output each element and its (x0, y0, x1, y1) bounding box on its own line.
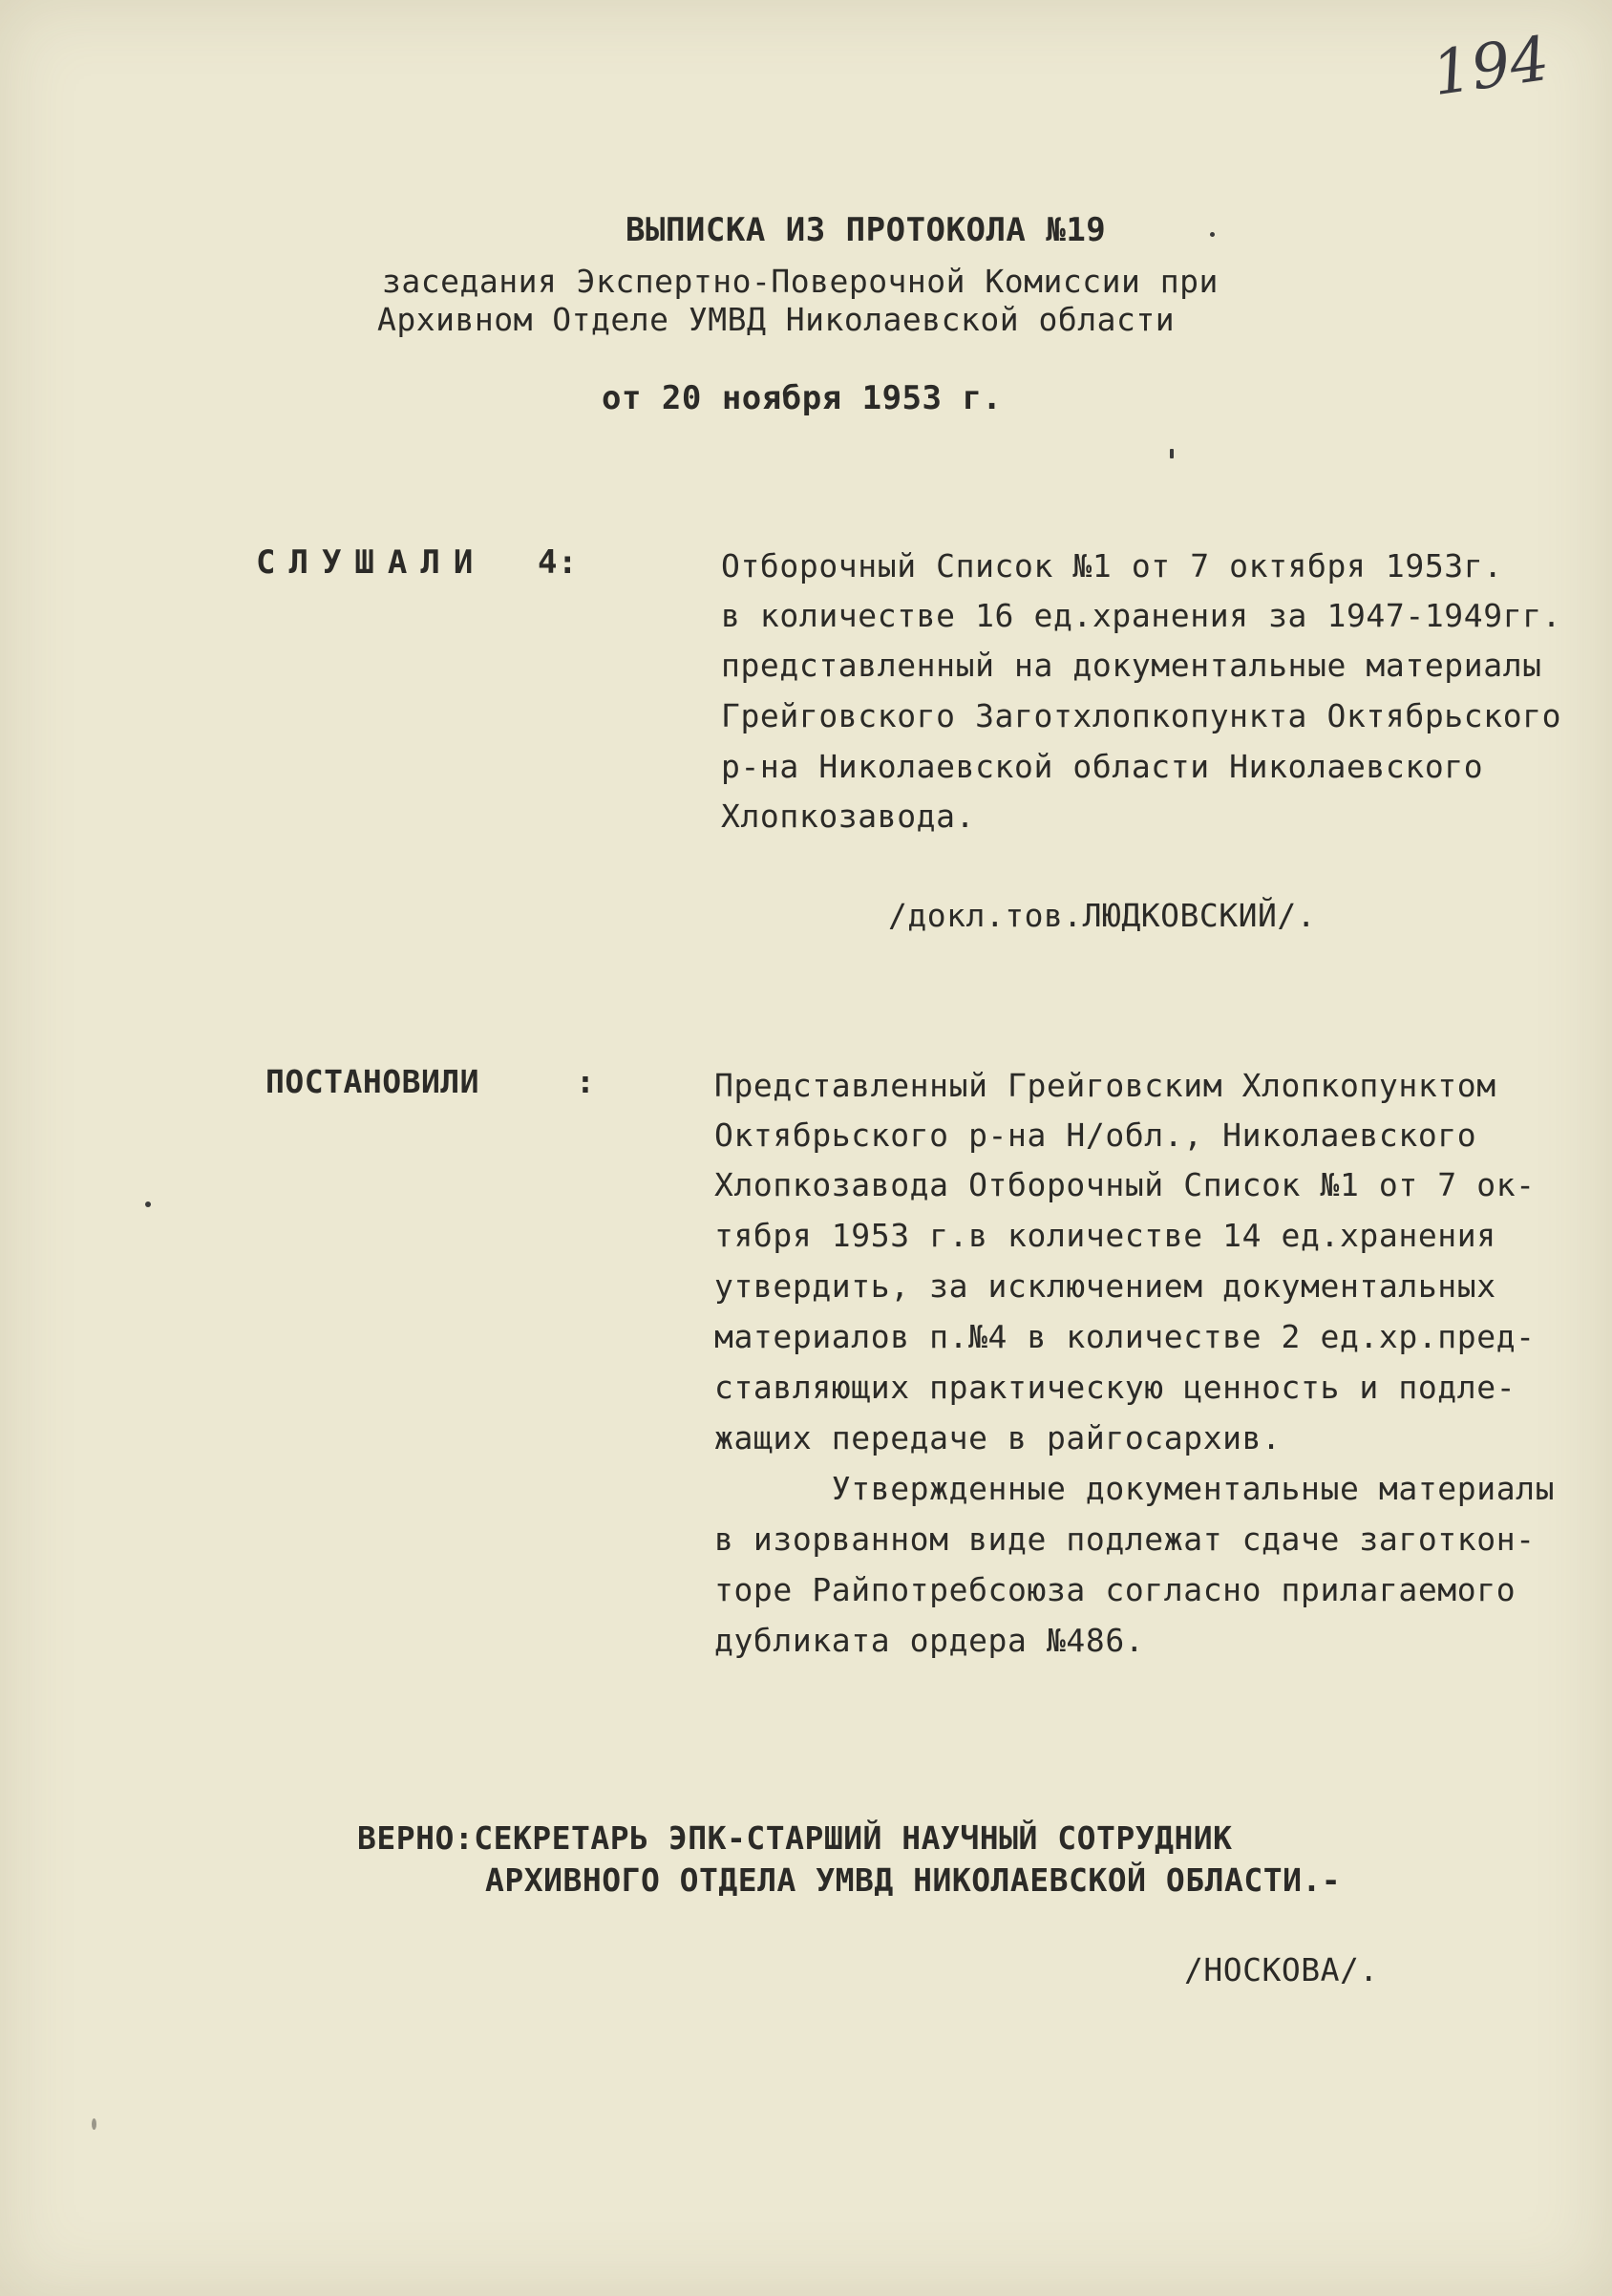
resolved-line: торе Райпотребсоюза согласно прилагаемого (714, 1571, 1517, 1608)
handwritten-page-number: 194 (1428, 23, 1554, 111)
resolved-line: жащих передаче в райгосархив. (714, 1419, 1282, 1456)
heard-line: р-на Николаевской области Николаевского (721, 748, 1484, 785)
resolved-line: Октябрьского р-на Н/обл., Николаевского (714, 1116, 1477, 1154)
heard-line: Грейговского Заготхлопкопункта Октябрьского (721, 697, 1562, 734)
signature-line1: ВЕРНО:СЕКРЕТАРЬ ЭПК-СТАРШИЙ НАУЧНЫЙ СОТРУДНИК (357, 1819, 1233, 1857)
resolved-line: тября 1953 г.в количестве 14 ед.хранения (714, 1217, 1496, 1254)
resolved-colon: : (576, 1063, 596, 1100)
heard-label: СЛУШАЛИ (256, 543, 487, 582)
resolved-line: Утвержденные документальные материалы (714, 1470, 1556, 1507)
heard-line: Отборочный Список №1 от 7 октября 1953г. (721, 547, 1503, 585)
resolved-line: в изорванном виде подлежат сдаче заготкон- (714, 1520, 1536, 1558)
document-subtitle-line1: заседания Экспертно-Поверочной Комиссии при (382, 263, 1219, 300)
scan-speck (1210, 232, 1215, 237)
resolved-line: ставляющих практическую ценность и подле- (714, 1369, 1517, 1406)
document-title: ВЫПИСКА ИЗ ПРОТОКОЛА №19 (626, 211, 1107, 249)
scan-speck (1170, 449, 1174, 458)
signature-name: /НОСКОВА/. (1184, 1951, 1379, 1988)
document-date: от 20 ноября 1953 г. (602, 379, 1003, 417)
resolved-line: Хлопкозавода Отборочный Список №1 от 7 ок- (714, 1166, 1536, 1203)
resolved-label: ПОСТАНОВИЛИ (265, 1063, 480, 1100)
signature-line2: АРХИВНОГО ОТДЕЛА УМВД НИКОЛАЕВСКОЙ ОБЛАСТИ.- (485, 1861, 1342, 1899)
resolved-line: дубликата ордера №486. (714, 1622, 1145, 1659)
heard-item-number: 4: (538, 543, 578, 582)
resolved-line: Представленный Грейговским Хлопкопунктом (714, 1067, 1496, 1104)
heard-line: представленный на документальные материалы (721, 647, 1542, 684)
document-subtitle-line2: Архивном Отделе УМВД Николаевской области (377, 301, 1176, 338)
resolved-line: утвердить, за исключением документальных (714, 1267, 1496, 1305)
scan-speck (92, 2118, 96, 2130)
resolved-line: материалов п.№4 в количестве 2 ед.хр.пред- (714, 1318, 1536, 1355)
heard-line: Хлопкозавода. (721, 797, 976, 835)
heard-reporter: /докл.тов.ЛЮДКОВСКИЙ/. (888, 897, 1317, 934)
scan-speck (145, 1201, 151, 1207)
heard-line: в количестве 16 ед.хранения за 1947-1949гг. (721, 597, 1562, 634)
